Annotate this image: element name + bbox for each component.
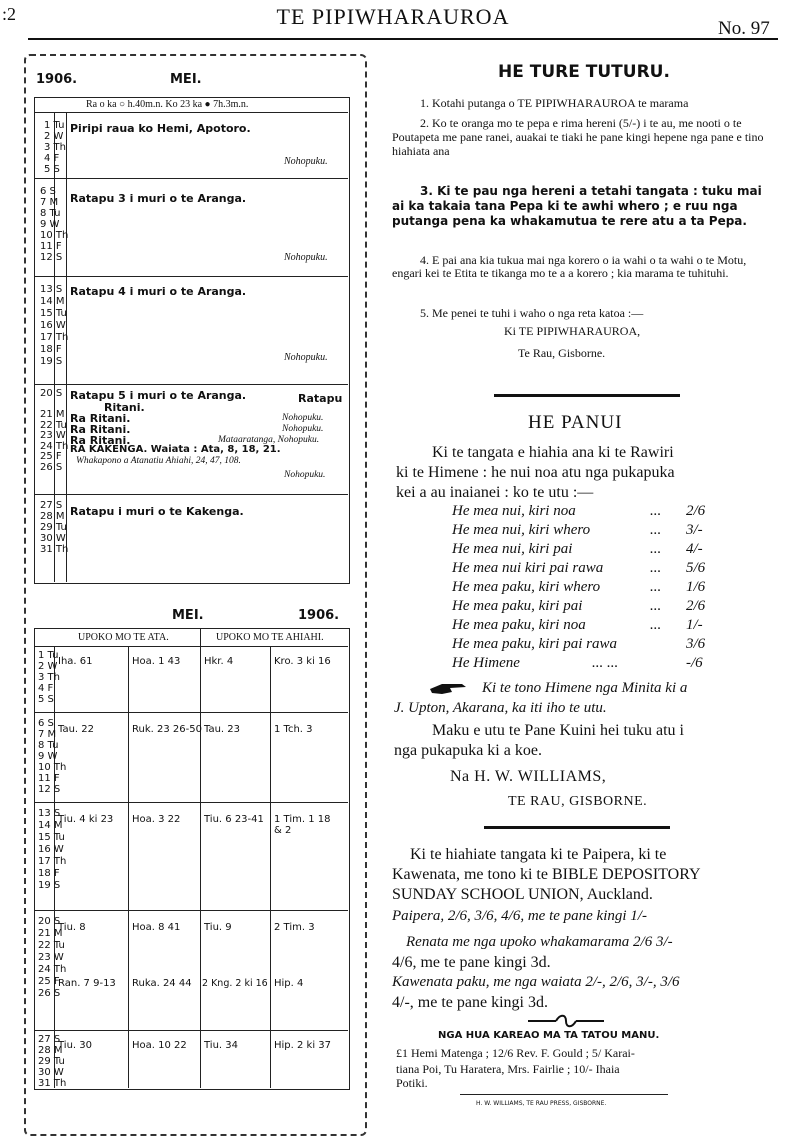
price-value: 2/6 [686, 503, 706, 519]
price-item: He mea nui, kiri pai [452, 541, 573, 557]
cal2-r3-c3: Tiu. 6 23-41 [204, 814, 264, 825]
cal1-w2-note: Nohopuku. [284, 252, 328, 263]
cal1-w4-line2: Ra Ritani. [70, 423, 131, 436]
price-item: He mea paku, kiri pai [452, 598, 583, 614]
karakia-line-3: Potiki. [396, 1076, 428, 1090]
panui-intro-1: Ki te tangata e hiahia ana ki te Rawiri [432, 444, 674, 461]
cal2-r4-c3: Tiu. 9 [204, 922, 232, 933]
cal2-r5-c2: Hoa. 10 22 [132, 1040, 187, 1051]
cal1-w4-title2: Ratapu [298, 392, 343, 405]
cal2-r2-days: 6 S 7 M 8 Tu 9 W 10 Th 11 F 12 S [38, 718, 67, 795]
ture-sign-1: Ki TE PIPIWHARAUROA, [504, 324, 641, 338]
ture-item-1: 1. Kotahi putanga o TE PIPIWHARAUROA te marama [420, 96, 689, 110]
cal2-r1-sep [34, 712, 348, 713]
cal2-r3-days: 13 S 14 M 15 Tu 16 W 17 Th 18 F 19 S [38, 808, 67, 891]
price-dots: ... [650, 579, 662, 595]
cal2-r1-c3: Hkr. 4 [204, 656, 234, 667]
page-number: :2 [2, 4, 17, 24]
cal2-r4-days: 20 S 21 M 22 Tu 23 W 24 Th 25 F 26 S [38, 916, 67, 999]
karakia-line-1: £1 Hemi Matenga ; 12/6 Rev. F. Gould ; 5/ Karai- [396, 1046, 635, 1060]
cal1-w1-title: Piripi raua ko Hemi, Apotoro. [70, 122, 251, 135]
ture-item-3: 3. Ki te pau nga hereni a tetahi tangata : tuku mai ai ka takaia tana Pepa ki te awhi whero ; e ruu nga putanga pena ka whakamutua te rere atu a ta Pepa. [392, 184, 762, 228]
price-value: 3/6 [686, 636, 706, 652]
cal2-r1-c4: Kro. 3 ki 16 [274, 656, 331, 667]
price-value: 5/6 [686, 560, 706, 576]
cal2-r1-days: 1 Tu 2 W 3 Th 4 F 5 S [38, 650, 60, 705]
cal2-r4-c4b: Hip. 4 [274, 978, 304, 989]
paipera-line-7: Kawenata paku, me nga waiata 2/-, 2/6, 3/-, 3/6 [392, 974, 680, 990]
cal1-w4-line3: Ra Ritani. [70, 434, 131, 447]
cal1-w1-note: Nohopuku. [284, 156, 328, 167]
ture-item-2: 2. Ko te oranga mo te pepa e rima hereni (5/-) i te au, me nooti o te Poutapeta me pane ranei, auakai te tiaki he pane kingi hepene nga pane e tino hiahiata ana [392, 116, 764, 158]
cal1-w5-days: 27 S 28 M 29 Tu 30 W 31 Th [40, 500, 69, 555]
cal1-w1-sep [34, 178, 348, 179]
cal2-box [34, 628, 350, 1090]
cal1-w4-line1: Ra Ritani. [70, 412, 131, 425]
karakia-line-2: tiana Poi, Tu Haratera, Mrs. Fairlie ; 10/- Ihaia [396, 1062, 620, 1076]
price-value: 2/6 [686, 598, 706, 614]
cal2-r4-c1b: Ran. 7 9-13 [58, 978, 116, 989]
cal2-r1-c1: Iha. 61 [58, 656, 93, 667]
karakia-title: NGA HUA KAREAO MA TA TATOU MANU. [438, 1030, 660, 1041]
panui-tono-2: J. Upton, Akarana, ka iti iho te utu. [394, 700, 607, 716]
price-item: He mea paku, kiri pai rawa [452, 636, 617, 652]
cal2-r3-c2: Hoa. 3 22 [132, 814, 181, 825]
price-item: He Himene [452, 655, 520, 671]
cal1-w2-days: 6 S 7 M 8 Tu 9 W 10 Th 11 F 12 S [40, 186, 69, 263]
cal2-r4-c3b: 2 Kng. 2 ki 16 [202, 978, 268, 989]
panui-divider [484, 826, 670, 829]
cal2-head-morning: UPOKO MO TE ATA. [78, 632, 169, 643]
cal2-r4-c2b: Ruka. 24 44 [132, 978, 192, 989]
price-dots: ... [650, 503, 662, 519]
cal2-r2-sep [34, 802, 348, 803]
price-item: He mea paku, kiri whero [452, 579, 601, 595]
cal2-r5-c4: Hip. 2 ki 37 [274, 1040, 332, 1051]
cal1-w4-note1: Nohopuku. [282, 424, 324, 434]
ture-title: HE TURE TUTURU. [498, 62, 670, 82]
header-rule [28, 38, 778, 40]
printer-rule [460, 1094, 668, 1095]
price-dots: ... [650, 522, 662, 538]
price-item: He mea nui kiri pai rawa [452, 560, 604, 576]
pointing-hand-icon [428, 680, 468, 696]
cal1-w3-days: 13 S 14 M 15 Tu 16 W 17 Th 18 F 19 S [40, 284, 69, 367]
cal1-w3-sep [34, 384, 348, 385]
cal2-r2-c2: Ruk. 23 26-50 [132, 724, 202, 735]
cal2-r4-c1: Tiu. 8 [58, 922, 86, 933]
cal2-rule [34, 646, 348, 647]
masthead-title: TE PIPIWHARAUROA [276, 4, 510, 29]
cal2-r4-c4: 2 Tim. 3 [274, 922, 315, 933]
cal1-w4-line0: Ritani. [104, 401, 145, 414]
paipera-line-5: Renata me nga upoko whakamarama 2/6 3/- [406, 934, 673, 950]
cal1-w4-days: 20 S 21 M 22 Tu 23 W 24 Th 25 F 26 S [40, 388, 69, 473]
issue-number: No. 97 [718, 18, 770, 39]
price-item: He mea paku, kiri noa [452, 617, 586, 633]
cal1-w2-sep [34, 276, 348, 277]
panui-intro-3: kei a au inaianei : ko te utu :— [396, 484, 594, 501]
ture-divider [494, 394, 680, 397]
price-value: 3/- [686, 522, 703, 538]
cal2-r5-days: 27 S 28 M 29 Tu 30 W 31 Th [38, 1034, 67, 1089]
price-value: 1/- [686, 617, 703, 633]
cal1-w4-sep [34, 494, 348, 495]
price-item: He mea nui, kiri noa [452, 503, 576, 519]
cal1-month: MEI. [170, 72, 202, 87]
cal1-w4-line5: Whakapono a Atanatiu Ahiahi, 24, 47, 108. [76, 456, 241, 466]
paipera-line-1: Ki te hiahiate tangata ki te Paipera, ki te [410, 846, 667, 863]
panui-tono-1: Ki te tono Himene nga Minita ki a [482, 680, 688, 696]
cal1-w3-title: Ratapu 4 i muri o te Aranga. [70, 285, 247, 298]
paipera-line-6: 4/6, me te pane kingi 3d. [392, 954, 551, 971]
cal1-w3-note: Nohopuku. [284, 352, 328, 363]
cal1-w5-title: Ratapu i muri o te Kakenga. [70, 505, 244, 518]
cal1-w4-title: Ratapu 5 i muri o te Aranga. [70, 389, 247, 402]
panui-sign-2: TE RAU, GISBORNE. [508, 794, 648, 809]
cal1-w1-days: 1 Tu 2 W 3 Th 4 F 5 S [44, 120, 66, 175]
cal1-w4-note0: Nohopuku. [282, 413, 324, 423]
cal2-r3-sep [34, 910, 348, 911]
paipera-line-2: Kawenata, me tono ki te BIBLE DEPOSITORY [392, 866, 701, 883]
price-item: He mea nui, kiri whero [452, 522, 591, 538]
cal2-r5-c3: Tiu. 34 [204, 1040, 238, 1051]
cal1-w2-title: Ratapu 3 i muri o te Aranga. [70, 192, 247, 205]
cal2-r2-c3: Tau. 23 [204, 724, 241, 735]
price-value: 4/- [686, 541, 703, 557]
cal1-moon-line: Ra o ka ○ h.40m.n. Ko 23 ka ● 7h.3m.n. [86, 99, 249, 110]
cal2-r1-c2: Hoa. 1 43 [132, 656, 181, 667]
cal1-w4-note2: Mataaratanga, Nohopuku. [218, 435, 320, 445]
price-value: 1/6 [686, 579, 706, 595]
cal2-r2-c4: 1 Tch. 3 [274, 724, 313, 735]
panui-maku-1: Maku e utu te Pane Kuini hei tuku atu i [432, 722, 684, 739]
cal1-rule [34, 112, 348, 113]
panui-sign-1: Na H. W. WILLIAMS, [450, 768, 607, 785]
ture-item-5: 5. Me penei te tuhi i waho o nga reta katoa :— [420, 306, 644, 320]
cal1-w4-note3: Nohopuku. [284, 470, 326, 480]
ture-item-4: 4. E pai ana kia tukua mai nga korero o ia wahi o ta wahi o te Motu, engari kei te Etita te tikanga mo te a a korero ; kia marama te tuhituhi. [392, 253, 747, 280]
panui-maku-2: nga pukapuka ki a koe. [394, 742, 542, 759]
panui-title: HE PANUI [528, 412, 623, 433]
cal1-w4-line4: RA KAKENGA. Waiata : Ata, 8, 18, 21. [70, 444, 281, 455]
cal2-r2-c1: Tau. 22 [58, 724, 95, 735]
cal2-col3 [200, 628, 201, 1088]
price-dots: ... [650, 598, 662, 614]
printer-imprint: H. W. WILLIAMS, TE RAU PRESS, GISBORNE. [476, 1100, 607, 1107]
price-dots: ... [650, 541, 662, 557]
cal2-month: MEI. [172, 608, 204, 623]
cal1-year: 1906. [36, 72, 78, 87]
ornament-divider-icon [526, 1014, 606, 1028]
cal2-r3-c1: Tiu. 4 ki 23 [58, 814, 114, 825]
paipera-line-3: SUNDAY SCHOOL UNION, Auckland. [392, 886, 653, 903]
cal2-r4-sep [34, 1030, 348, 1031]
ture-sign-2: Te Rau, Gisborne. [518, 346, 606, 360]
price-dots: ... ... [592, 655, 619, 671]
price-dots: ... [650, 560, 662, 576]
price-dots: ... [650, 617, 662, 633]
cal2-head-evening: UPOKO MO TE AHIAHI. [216, 632, 324, 643]
cal2-r5-c1: Tiu. 30 [58, 1040, 92, 1051]
cal2-year: 1906. [298, 608, 340, 623]
paipera-line-8: 4/-, me te pane kingi 3d. [392, 994, 548, 1011]
paipera-line-4: Paipera, 2/6, 3/6, 4/6, me te pane kingi 1/- [392, 908, 647, 924]
panui-intro-2: ki te Himene : he nui noa atu nga pukapuka [396, 464, 675, 481]
cal2-r3-c4: 1 Tim. 1 18 & 2 [274, 814, 331, 836]
price-value: -/6 [686, 655, 703, 671]
cal2-r4-c2: Hoa. 8 41 [132, 922, 181, 933]
